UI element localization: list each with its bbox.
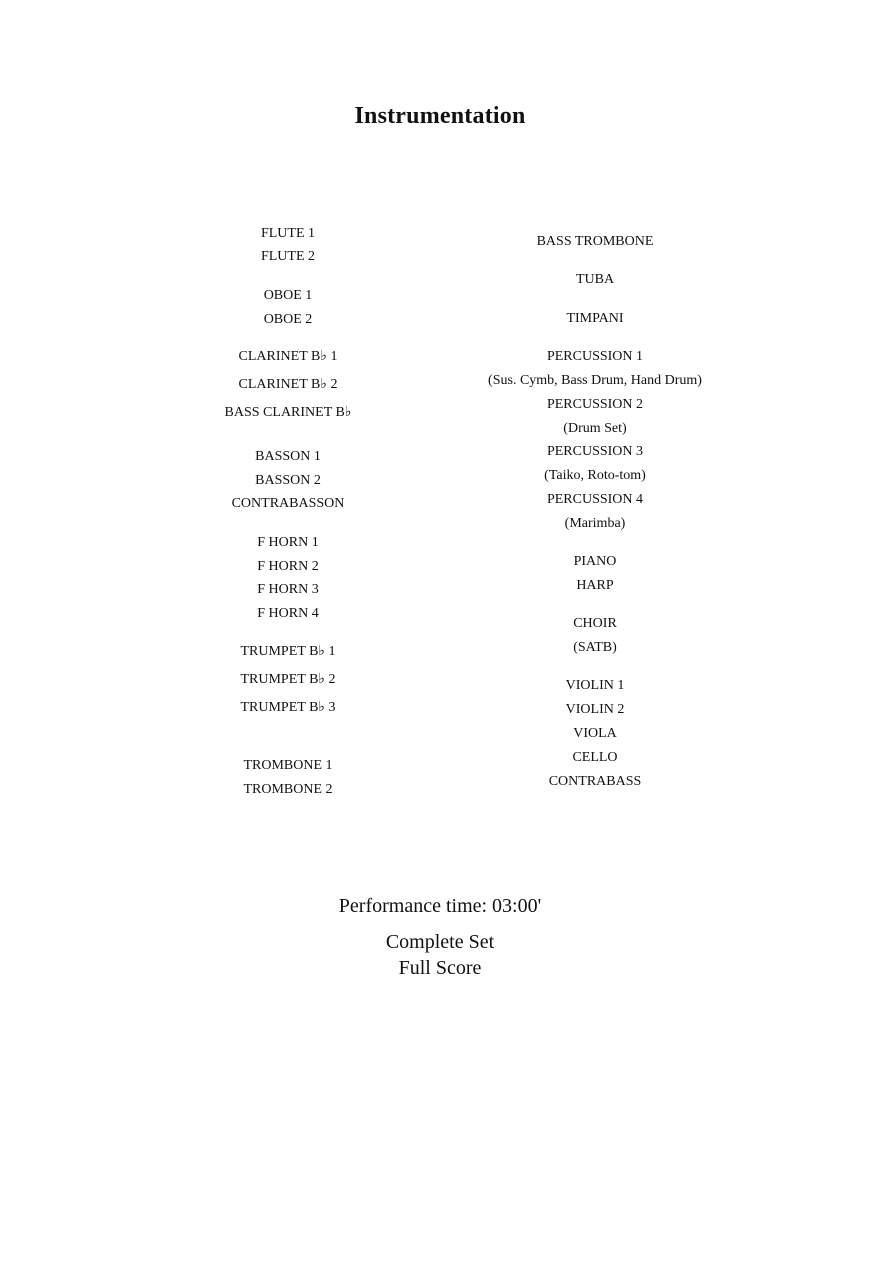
- instrument-trumpet-1: TRUMPET B♭ 1: [240, 644, 336, 659]
- instrument-trumpet-3: TRUMPET B♭ 3: [240, 700, 336, 715]
- instrument-piano: PIANO: [573, 554, 617, 569]
- instrument-basson-2: BASSON 2: [255, 473, 321, 488]
- instrument-basson-1: BASSON 1: [255, 449, 321, 464]
- instrument-bass-trombone: BASS TROMBONE: [536, 234, 654, 249]
- instrument-percussion-3: PERCUSSION 3: [546, 444, 644, 459]
- instrument-clarinet-2: CLARINET B♭ 2: [238, 377, 338, 392]
- instrument-f-horn-2: F HORN 2: [257, 559, 319, 574]
- instrument-trumpet-2: TRUMPET B♭ 2: [240, 672, 336, 687]
- instrument-tuba: TUBA: [575, 272, 615, 287]
- percussion-2-detail: (Drum Set): [563, 421, 627, 436]
- instrument-bass-clarinet: BASS CLARINET B♭: [224, 405, 352, 420]
- instrument-clarinet-1: CLARINET B♭ 1: [238, 349, 338, 364]
- choir-detail: (SATB): [573, 640, 617, 655]
- instrument-percussion-4: PERCUSSION 4: [546, 492, 644, 507]
- set-line-complete-set: Complete Set: [385, 931, 495, 953]
- instrument-flute-1: FLUTE 1: [260, 226, 316, 241]
- instrument-percussion-2: PERCUSSION 2: [546, 397, 644, 412]
- instrument-percussion-1: PERCUSSION 1: [546, 349, 644, 364]
- instrument-oboe-1: OBOE 1: [263, 288, 313, 303]
- instrument-choir: CHOIR: [573, 616, 617, 631]
- instrument-oboe-2: OBOE 2: [263, 312, 313, 327]
- percussion-3-detail: (Taiko, Roto-tom): [544, 468, 646, 483]
- instrument-f-horn-1: F HORN 1: [257, 535, 319, 550]
- instrument-violin-1: VIOLIN 1: [565, 678, 625, 693]
- instrument-flute-2: FLUTE 2: [260, 249, 316, 264]
- percussion-1-detail: (Sus. Cymb, Bass Drum, Hand Drum): [488, 373, 702, 388]
- instrument-timpani: TIMPANI: [566, 311, 624, 326]
- instrument-contrabasson: CONTRABASSON: [231, 496, 345, 511]
- instrument-cello: CELLO: [572, 750, 618, 765]
- instrument-harp: HARP: [576, 578, 614, 593]
- instrument-violin-2: VIOLIN 2: [565, 702, 625, 717]
- percussion-4-detail: (Marimba): [564, 516, 626, 531]
- page-title: Instrumentation: [354, 103, 526, 129]
- instrument-f-horn-3: F HORN 3: [257, 582, 319, 597]
- instrument-trombone-2: TROMBONE 2: [243, 782, 333, 797]
- set-line-full-score: Full Score: [398, 957, 482, 979]
- instrument-viola: VIOLA: [573, 726, 617, 741]
- instrument-contrabass: CONTRABASS: [548, 774, 642, 789]
- instrument-f-horn-4: F HORN 4: [257, 606, 319, 621]
- performance-time: Performance time: 03:00': [338, 895, 542, 917]
- instrument-trombone-1: TROMBONE 1: [243, 758, 333, 773]
